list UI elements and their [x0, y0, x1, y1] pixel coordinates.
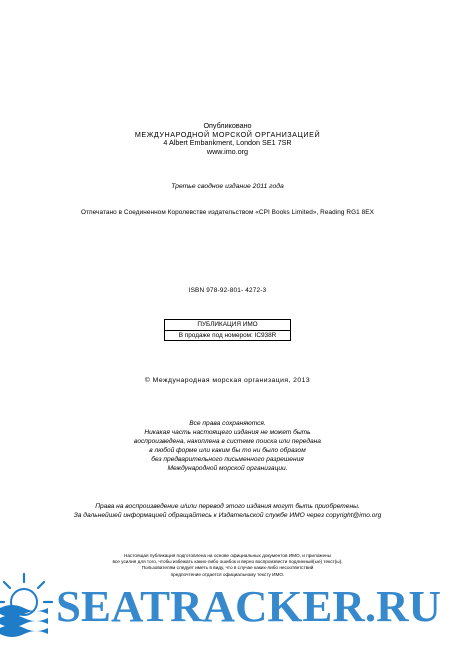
watermark-text: SEATRACKER.RU: [56, 582, 441, 631]
translation-rights-block: [0, 503, 455, 520]
publication-box-sales-number: В продаже под номером: IC938R: [165, 330, 290, 341]
rights-line: Все права сохраняются.: [189, 420, 266, 427]
printed-by-line: Отпечатано в Соединенном Королевстве издательством «CPI Books Limited», Reading RG1 8EX: [81, 209, 374, 216]
rights-line: воспроизведена, накоплена в системе поиска или передана: [134, 438, 321, 445]
rights-line: в любой форме или каким бы то ни было образом: [149, 447, 306, 454]
translation-line: За дальнейшей информацией обращайтесь к Издательской службе ИМО через copyright@imo.org: [73, 511, 382, 519]
notice-line: предпочтение отдается официальному тексту ИМО.: [170, 571, 285, 577]
isbn-line: ISBN 978-92-801- 4272-3: [188, 287, 267, 294]
rights-line: Никакая часть настоящего издания не может быть: [144, 429, 311, 436]
publisher-website: www.imo.org: [206, 146, 249, 156]
publisher-block: [0, 122, 455, 156]
rights-reserved-block: [0, 419, 455, 473]
rights-line: Международной морской организации.: [167, 465, 288, 472]
copyright-line: © Международная морская организация, 2013: [144, 377, 311, 384]
notice-line: все усилия для того, чтобы избежать каких-либо ошибок и верно воспроизвести подлинный(ые) текст(ы).: [112, 559, 343, 565]
edition-line: Третье сводное издание 2011 года: [171, 183, 284, 190]
rights-line: без предварительного письменного разрешения: [151, 456, 304, 463]
translation-line: Права на воспроизведение и/или перевод этого издания могут быть приобретены.: [95, 503, 360, 510]
publication-box: [164, 319, 291, 341]
sun-over-waves-icon: [0, 574, 52, 637]
publisher-name: МЕЖДУНАРОДНОЙ МОРСКОЙ ОРГАНИЗАЦИЕЙ: [134, 129, 321, 139]
notice-line: Пользователям следует иметь в виду, что в случае каких-либо несоответствий: [141, 565, 314, 571]
publication-box-title: ПУБЛИКАЦИЯ ИМО: [197, 321, 258, 328]
publisher-address: 4 Albert Embankment, London SE1 7SR: [163, 138, 292, 148]
official-text-notice: [0, 553, 455, 578]
notice-line: Настоящая публикация подготовлена на основе официальных документов ИМО, и приложены: [123, 553, 332, 558]
published-by-label: Опубликовано: [203, 121, 252, 130]
